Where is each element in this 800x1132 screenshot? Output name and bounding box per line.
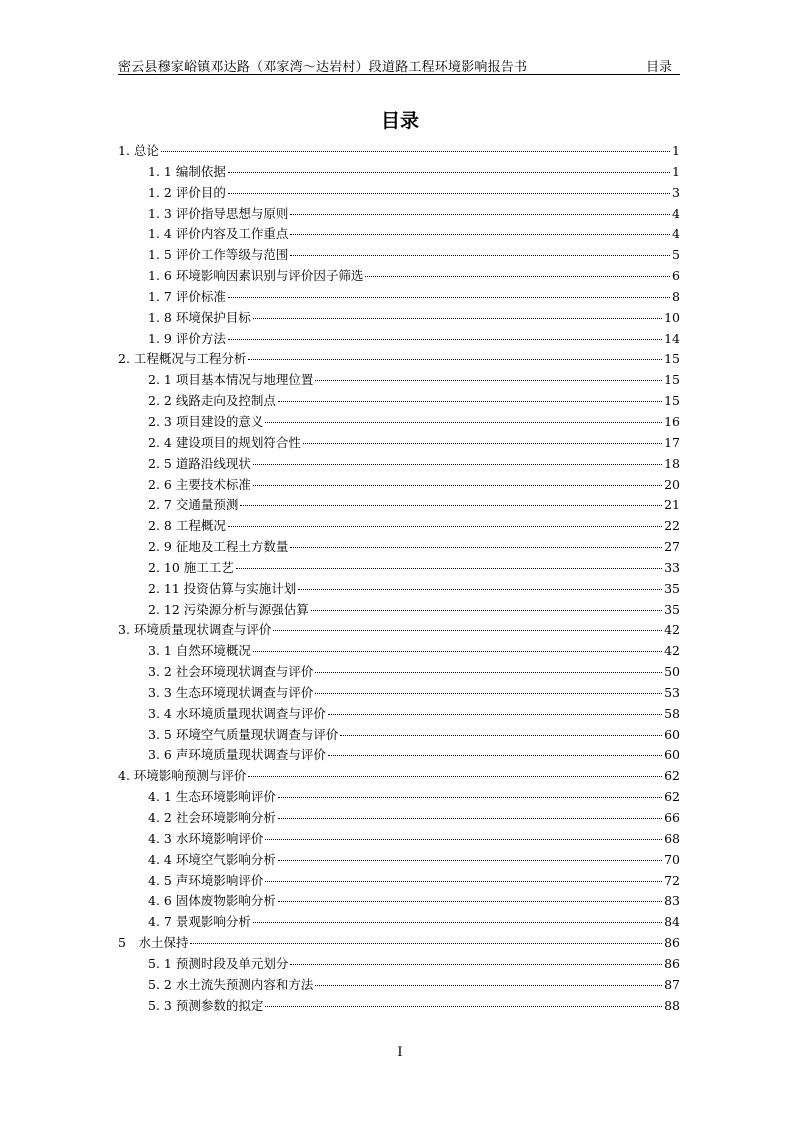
toc-entry-page: 8	[672, 288, 680, 304]
toc-section-entry[interactable]	[118, 412, 680, 433]
toc-entry-page: 68	[664, 830, 680, 846]
toc-dot-leader	[278, 400, 662, 402]
toc-dot-leader	[228, 338, 662, 340]
toc-entry-page: 10	[664, 309, 680, 325]
toc-section-entry[interactable]	[118, 725, 680, 746]
toc-dot-leader	[228, 192, 670, 194]
toc-entry-label: 4. 4 环境空气影响分析	[148, 851, 276, 867]
toc-section-entry[interactable]	[118, 975, 680, 996]
toc-entry-label: 4. 3 水环境影响评价	[148, 830, 264, 846]
toc-entry-page: 5	[672, 247, 680, 263]
running-header	[118, 56, 680, 76]
toc-dot-leader	[248, 775, 662, 777]
toc-entry-page: 1	[672, 143, 680, 158]
toc-entry-page: 42	[664, 622, 680, 638]
toc-entry-page: 86	[664, 955, 680, 971]
toc-dot-leader	[298, 588, 662, 590]
toc-section-entry[interactable]	[118, 871, 680, 892]
toc-chapter-entry[interactable]	[118, 933, 680, 954]
toc-entry-label: 2. 9 征地及工程土方数量	[148, 539, 289, 555]
toc-section-entry[interactable]	[118, 579, 680, 600]
toc-dot-leader	[328, 713, 662, 715]
toc-section-entry[interactable]	[118, 162, 680, 183]
toc-entry-page: 83	[664, 893, 680, 909]
toc-entry-label: 1. 5 评价工作等级与范围	[148, 247, 289, 263]
toc-dot-leader	[265, 1005, 662, 1007]
toc-dot-leader	[228, 525, 662, 527]
toc-section-entry[interactable]	[118, 495, 680, 516]
toc-entry-page: 15	[664, 351, 680, 367]
toc-entry-page: 42	[664, 643, 680, 659]
toc-entry-page: 4	[672, 226, 680, 242]
toc-entry-label: 4. 7 景观影响分析	[148, 914, 251, 930]
toc-section-entry[interactable]	[118, 266, 680, 287]
toc-entry-label: 1. 2 评价目的	[148, 184, 226, 200]
toc-entry-label: 4. 环境影响预测与评价	[118, 768, 247, 784]
toc-section-entry[interactable]	[118, 183, 680, 204]
toc-entry-label: 1. 3 评价指导思想与原则	[148, 205, 289, 221]
toc-section-entry[interactable]	[118, 704, 680, 725]
toc-section-entry[interactable]	[118, 516, 680, 537]
toc-entry-label: 5. 3 预测参数的拟定	[148, 997, 264, 1013]
toc-entry-label: 1. 6 环境影响因素识别与评价因子筛选	[148, 268, 364, 284]
toc-dot-leader	[328, 754, 662, 756]
toc-dot-leader	[315, 692, 662, 694]
toc-dot-leader	[228, 296, 670, 298]
toc-dot-leader	[290, 254, 670, 256]
toc-dot-leader	[290, 213, 670, 215]
toc-section-entry[interactable]	[118, 370, 680, 391]
toc-section-entry[interactable]	[118, 224, 680, 245]
toc-dot-leader	[278, 859, 662, 861]
toc-entry-label: 1. 总论	[118, 143, 159, 158]
toc-entry-label: 2. 6 主要技术标准	[148, 476, 251, 492]
toc-entry-label: 3. 1 自然环境概况	[148, 643, 251, 659]
toc-entry-label: 2. 4 建设项目的规划符合性	[148, 434, 301, 450]
toc-entry-page: 87	[664, 976, 680, 992]
header-rule	[118, 74, 680, 75]
toc-entry-label: 2. 2 线路走向及控制点	[148, 393, 276, 409]
toc-section-entry[interactable]	[118, 287, 680, 308]
toc-dot-leader	[278, 796, 662, 798]
toc-dot-leader	[315, 379, 662, 381]
toc-dot-leader	[265, 421, 662, 423]
toc-dot-leader	[365, 275, 670, 277]
toc-entry-label: 3. 2 社会环境现状调查与评价	[148, 664, 314, 680]
toc-section-entry[interactable]	[118, 683, 680, 704]
toc-entry-label: 1. 7 评价标准	[148, 288, 226, 304]
toc-dot-leader	[228, 171, 670, 173]
toc-entry-label: 4. 1 生态环境影响评价	[148, 789, 276, 805]
toc-section-entry[interactable]	[118, 808, 680, 829]
toc-entry-page: 17	[664, 434, 680, 450]
toc-section-entry[interactable]	[118, 204, 680, 225]
toc-entry-label: 3. 环境质量现状调查与评价	[118, 622, 272, 638]
toc-entry-page: 6	[672, 268, 680, 284]
toc-entry-label: 4. 2 社会环境影响分析	[148, 810, 276, 825]
toc-entry-page: 84	[664, 914, 680, 930]
toc-entry-page: 18	[664, 455, 680, 471]
toc-section-entry[interactable]	[118, 475, 680, 496]
page-title: 目录	[380, 110, 419, 132]
toc-entry-label: 1. 4 评价内容及工作重点	[148, 226, 289, 242]
toc-entry-page: 86	[664, 935, 680, 951]
toc-chapter-entry[interactable]	[118, 620, 680, 641]
toc-dot-leader	[265, 880, 662, 882]
toc-entry-page: 70	[664, 851, 680, 867]
toc-entry-label: 5. 2 水土流失预测内容和方法	[148, 976, 314, 992]
toc-entry-page: 20	[664, 476, 680, 492]
toc-dot-leader	[290, 233, 670, 235]
toc-entry-page: 62	[664, 789, 680, 805]
toc-entry-page: 33	[664, 559, 680, 575]
toc-dot-leader	[240, 504, 662, 506]
toc-dot-leader	[253, 463, 662, 465]
toc-chapter-entry[interactable]	[118, 766, 680, 787]
toc-entry-page: 35	[664, 580, 680, 596]
toc-section-entry[interactable]	[118, 745, 680, 766]
toc-entry-label: 4. 5 声环境影响评价	[148, 872, 264, 888]
toc-section-entry[interactable]	[118, 245, 680, 266]
toc-section-entry[interactable]	[118, 433, 680, 454]
toc-section-entry[interactable]	[118, 391, 680, 412]
toc-entry-page: 66	[664, 810, 680, 825]
toc-entry-page: 16	[664, 413, 680, 429]
toc-entry-label: 5. 1 预测时段及单元划分	[148, 955, 289, 971]
toc-entry-label: 3. 5 环境空气质量现状调查与评价	[148, 726, 339, 742]
toc-section-entry[interactable]	[118, 787, 680, 808]
toc-section-entry[interactable]	[118, 600, 680, 621]
toc-entry-label: 2. 12 污染源分析与源强估算	[148, 601, 309, 617]
toc-entry-page: 88	[664, 997, 680, 1013]
toc-entry-label: 3. 3 生态环境现状调查与评价	[148, 684, 314, 700]
page-number: I	[397, 1045, 403, 1060]
toc-dot-leader	[273, 629, 662, 631]
toc-entry-page: 58	[664, 705, 680, 721]
toc-entry-label: 2. 11 投资估算与实施计划	[148, 580, 297, 596]
toc-section-entry[interactable]	[118, 454, 680, 475]
toc-chapter-entry[interactable]	[118, 141, 680, 162]
toc-entry-page: 4	[672, 205, 680, 221]
toc-entry-label: 2. 3 项目建设的意义	[148, 413, 264, 429]
toc-dot-leader	[265, 838, 662, 840]
toc-dot-leader	[161, 150, 670, 152]
toc-entry-page: 27	[664, 539, 680, 555]
toc-entry-label: 2. 8 工程概况	[148, 518, 226, 534]
toc-chapter-entry[interactable]	[118, 349, 680, 370]
toc-dot-leader	[190, 942, 662, 944]
header-document-title: 密云县穆家峪镇邓达路（邓家湾～达岩村）段道路工程环境影响报告书	[118, 60, 528, 75]
toc-entry-page: 60	[664, 726, 680, 742]
toc-dot-leader	[248, 358, 662, 360]
toc-section-entry[interactable]	[118, 662, 680, 683]
toc-section-entry[interactable]	[118, 641, 680, 662]
toc-entry-page: 60	[664, 747, 680, 763]
toc-entry-label: 2. 7 交通量预测	[148, 497, 239, 513]
toc-entry-page: 62	[664, 768, 680, 784]
toc-entry-label: 3. 4 水环境质量现状调查与评价	[148, 705, 326, 721]
toc-entry-page: 53	[664, 684, 680, 700]
toc-entry-label: 2. 5 道路沿线现状	[148, 455, 251, 471]
toc-dot-leader	[253, 650, 662, 652]
toc-entry-label: 1. 9 评价方法	[148, 330, 226, 346]
toc-entry-label: 2. 10 施工工艺	[148, 559, 234, 575]
toc-entry-page: 3	[672, 184, 680, 200]
toc-section-entry[interactable]	[118, 558, 680, 579]
toc-section-entry[interactable]	[118, 912, 680, 933]
toc-entry-page: 35	[664, 601, 680, 617]
toc-dot-leader	[253, 317, 662, 319]
toc-entry-label: 3. 6 声环境质量现状调查与评价	[148, 747, 326, 763]
toc-section-entry[interactable]	[118, 850, 680, 871]
toc-dot-leader	[253, 484, 662, 486]
toc-dot-leader	[303, 442, 662, 444]
toc-entry-page: 15	[664, 393, 680, 409]
toc-section-entry[interactable]	[118, 829, 680, 850]
toc-dot-leader	[236, 567, 662, 569]
toc-entry-page: 72	[664, 872, 680, 888]
toc-dot-leader	[315, 984, 662, 986]
toc-dot-leader	[253, 921, 662, 923]
toc-entry-page: 50	[664, 664, 680, 680]
toc-entry-label: 1. 1 编制依据	[148, 163, 226, 179]
toc-entry-label: 2. 1 项目基本情况与地理位置	[148, 372, 314, 388]
toc-dot-leader	[278, 900, 662, 902]
toc-entry-label: 2. 工程概况与工程分析	[118, 351, 247, 367]
toc-section-entry[interactable]	[118, 954, 680, 975]
toc-entry-page: 14	[664, 330, 680, 346]
toc-dot-leader	[278, 817, 662, 819]
table-of-contents	[118, 141, 680, 1016]
toc-entry-page: 1	[672, 163, 680, 179]
toc-entry-label: 1. 8 环境保护目标	[148, 309, 251, 325]
toc-dot-leader	[290, 546, 662, 548]
toc-entry-page: 22	[664, 518, 680, 534]
toc-section-entry[interactable]	[118, 996, 680, 1017]
toc-section-entry[interactable]	[118, 891, 680, 912]
toc-section-entry[interactable]	[118, 537, 680, 558]
toc-dot-leader	[290, 963, 662, 965]
toc-entry-label: 4. 6 固体废物影响分析	[148, 893, 276, 909]
toc-dot-leader	[315, 671, 662, 673]
header-section-label: 目录	[645, 60, 672, 75]
toc-entry-label: 5 水土保持	[118, 935, 189, 951]
toc-section-entry[interactable]	[118, 308, 680, 329]
toc-entry-page: 15	[664, 372, 680, 388]
toc-entry-page: 21	[664, 497, 680, 513]
toc-dot-leader	[311, 609, 662, 611]
toc-section-entry[interactable]	[118, 329, 680, 350]
toc-dot-leader	[340, 734, 662, 736]
